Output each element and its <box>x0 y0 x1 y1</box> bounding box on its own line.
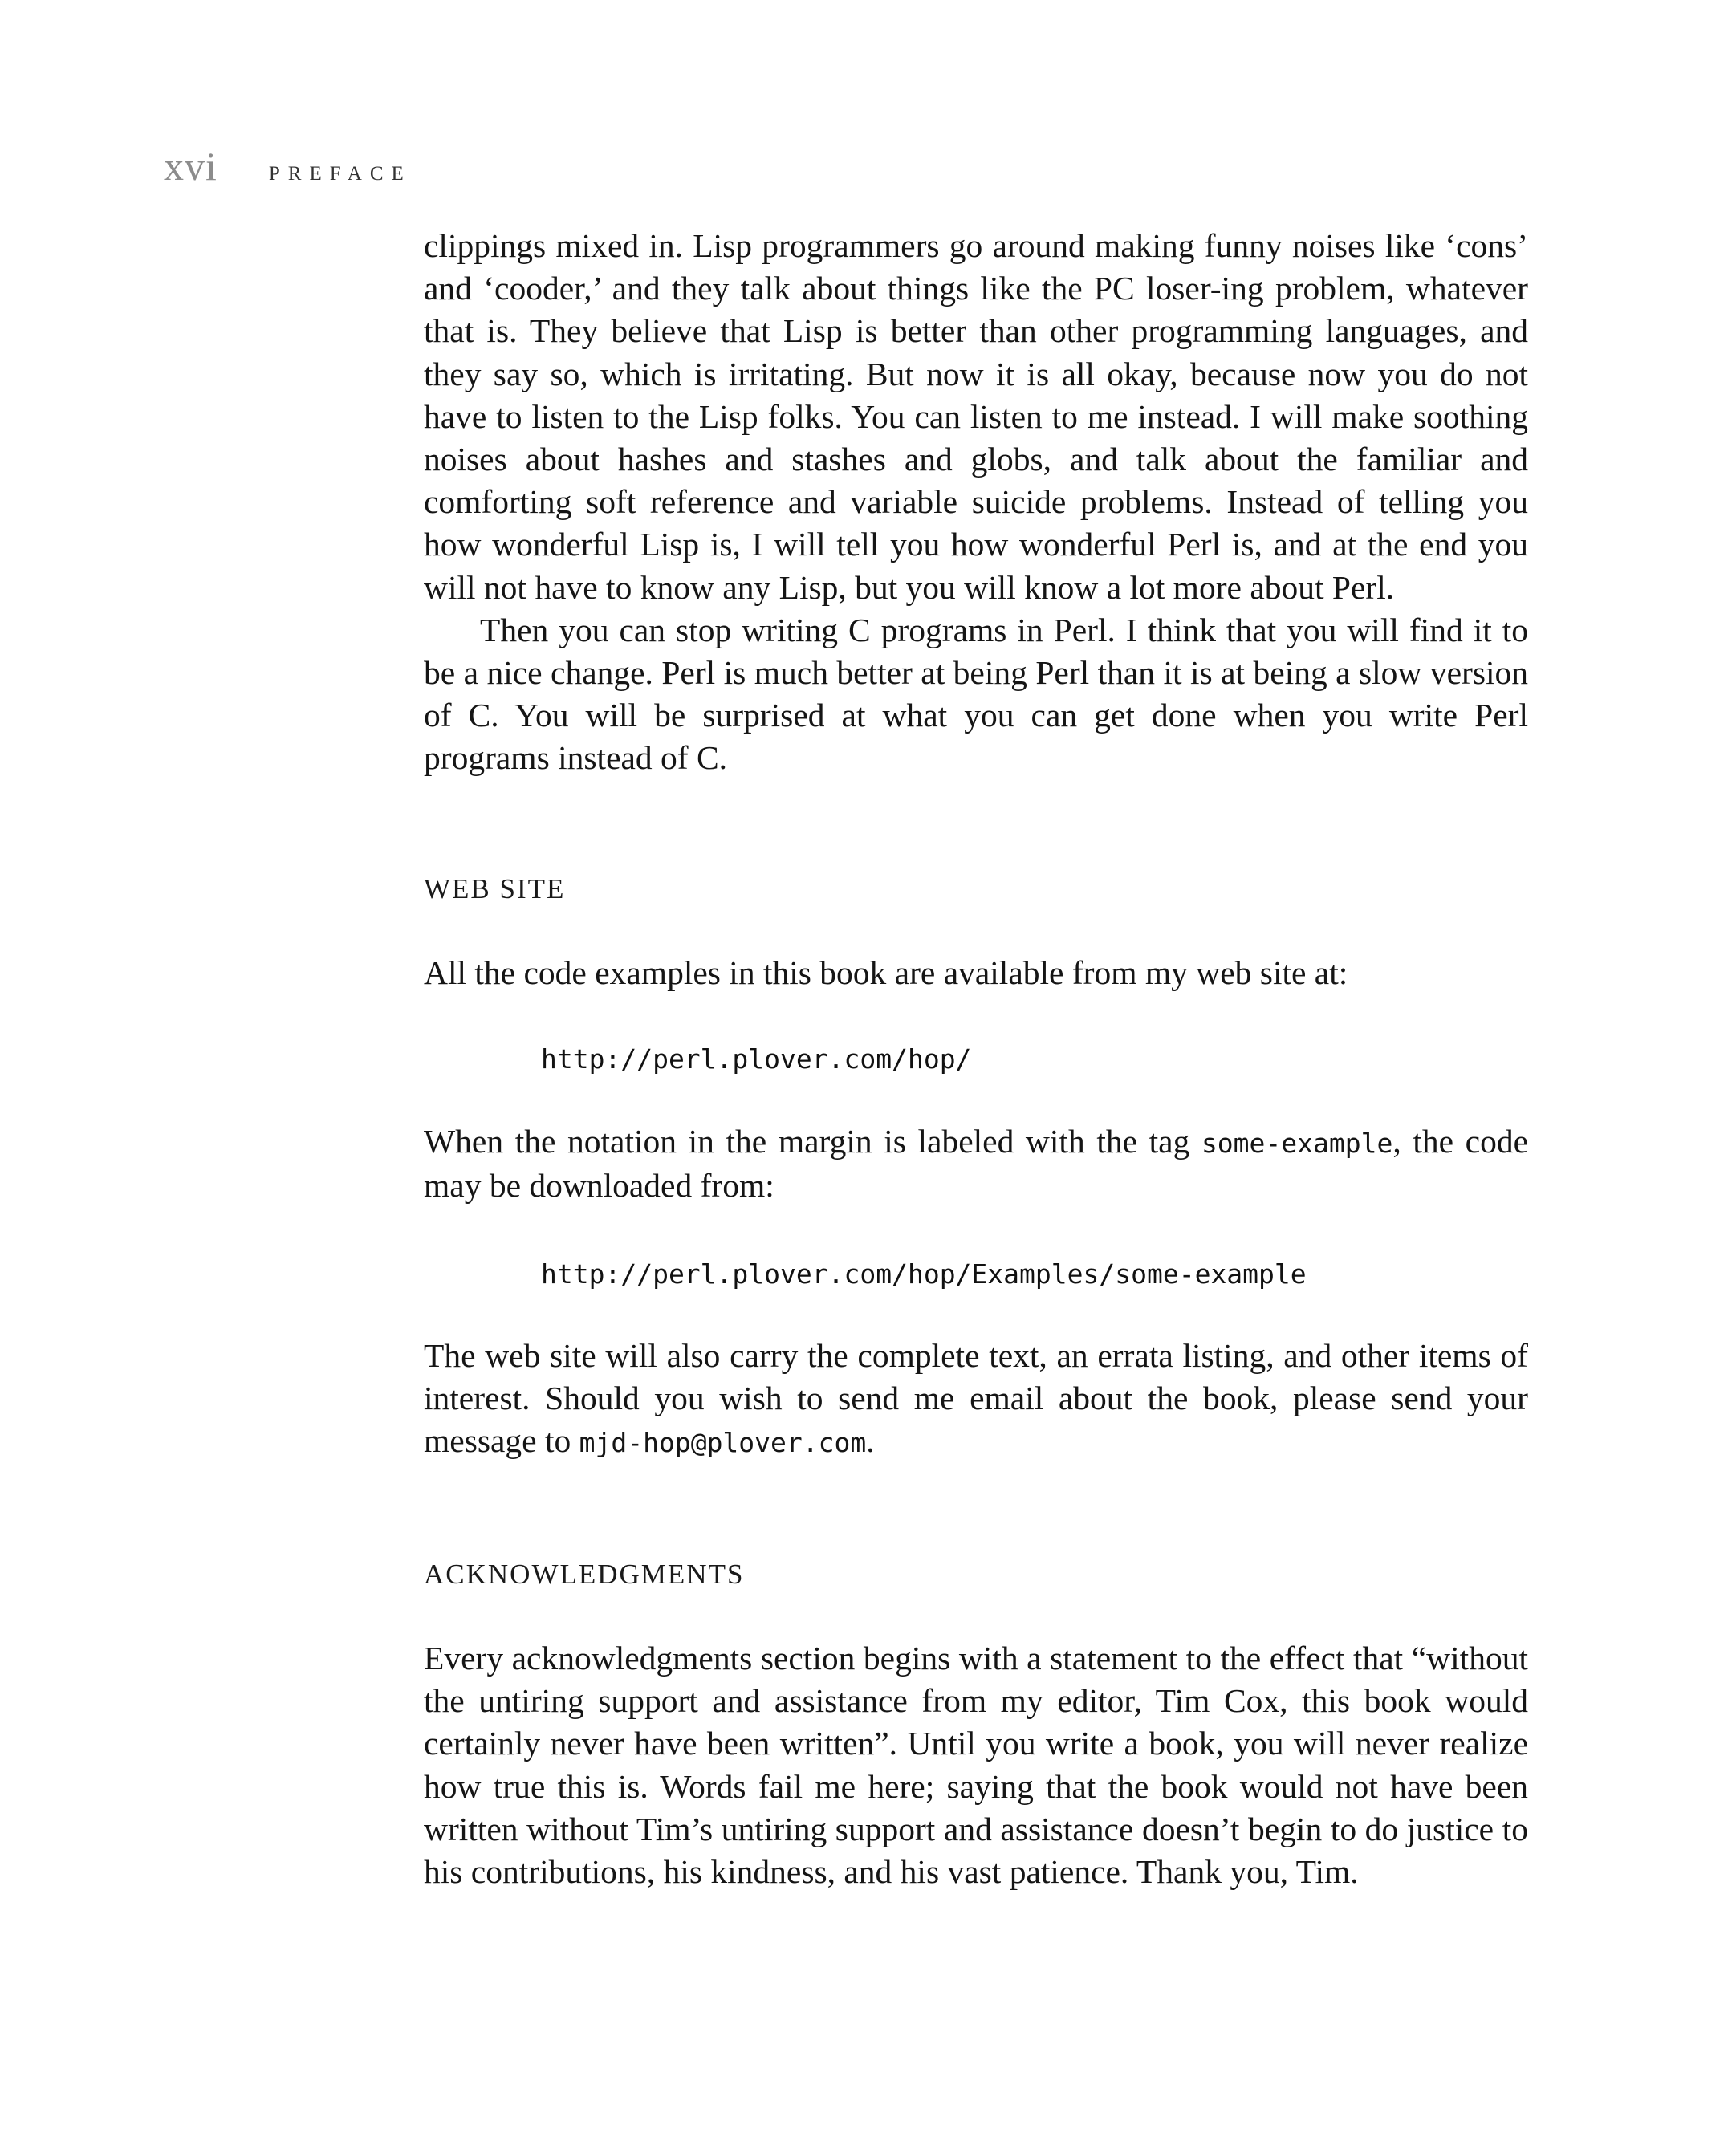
email-address[interactable]: mjd-hop@plover.com <box>579 1427 867 1459</box>
acknowledgments-text <box>424 1637 1528 1893</box>
intro-paragraph-2: Then you can stop writing C programs in Perl. I think that you will find it to be a nice change. Perl is much better at being Perl than it is at being a slow version of C. You will be surprised at what you can get done when you write Perl programs instead of C. <box>424 611 1528 777</box>
email-text-before: The web site will also carry the complete text, an errata listing, and other items of interest. Should you wish to send me email about the book, please send your message to <box>424 1337 1528 1460</box>
web-site-paragraph-2 <box>424 1120 1528 1207</box>
page-number: xvi <box>164 144 218 189</box>
url-hop[interactable]: http://perl.plover.com/hop/ <box>541 1043 972 1075</box>
web-site-tag-paragraph <box>424 1120 1528 1207</box>
acknowledgments-heading: ACKNOWLEDGMENTS <box>424 1559 745 1590</box>
web-site-intro: All the code examples in this book are available from my web site at: <box>424 954 1348 991</box>
intro-text <box>424 225 1528 780</box>
running-head-section: PREFACE <box>268 163 412 185</box>
web-site-paragraph-1 <box>424 952 1528 994</box>
tag-some-example: some-example <box>1201 1128 1393 1159</box>
intro-paragraph-1: clippings mixed in. Lisp programmers go around making funny noises like ‘cons’ and ‘cooder,’ and they talk about things like the PC loser-ing problem, whatever that is. They believe that Lisp is better than other programming languages, and they say so, which is irritating. But now it is all okay, because now you do not have to listen to the Lisp folks. You can listen to me instead. I will make soothing noises about hashes and stashes and globs, and talk about the familiar and comforting soft reference and variable suicide problems. Instead of telling you how wonderful Lisp is, I will tell you how wonderful Perl is, and at the end you will not have to know any Lisp, but you will know a lot more about Perl. <box>424 227 1528 606</box>
acknowledgments-paragraph: Every acknowledgments section begins with a statement to the effect that “without the untiring support and assistance from my editor, Tim Cox, this book would certainly never have been written”. Until you write a book, you will never realize how true this is. Words fail me here; saying that the book would not have been written without Tim’s untiring support and assistance doesn’t begin to do justice to his contributions, his kindness, and his vast patience. Thank you, Tim. <box>424 1640 1528 1891</box>
web-site-heading: WEB SITE <box>424 873 566 904</box>
tag-text-before: When the notation in the margin is labeled with the tag <box>424 1123 1201 1160</box>
web-site-paragraph-3 <box>424 1335 1528 1465</box>
tag-text-after: , the code may be downloaded from: <box>424 1123 1528 1205</box>
url-examples[interactable]: http://perl.plover.com/hop/Examples/some-example <box>541 1258 1307 1290</box>
running-head <box>164 143 412 191</box>
email-text-after: . <box>866 1422 875 1460</box>
web-site-email-paragraph <box>424 1335 1528 1465</box>
